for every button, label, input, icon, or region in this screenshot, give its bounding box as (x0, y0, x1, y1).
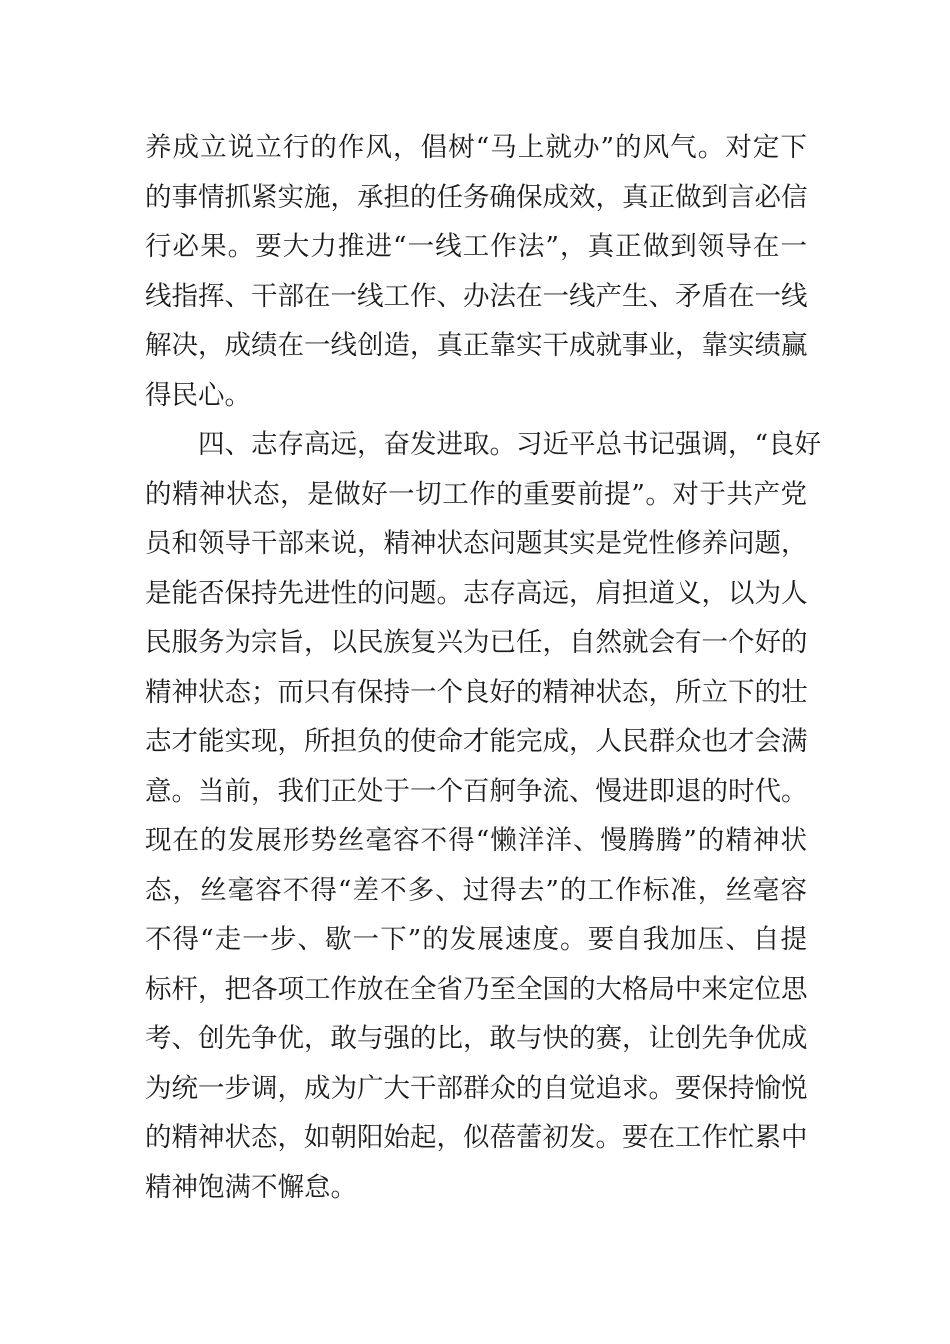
paragraph-1 (145, 123, 807, 420)
paragraph-line: 为统一步调，成为广大干部群众的自觉追求。要保持愉悦 (145, 1072, 808, 1104)
paragraph-line: 精神状态；而只有保持一个良好的精神状态，所立下的壮 (145, 676, 808, 708)
paragraph-line: 行必果。要大力推进“一线工作法”，真正做到领导在一 (145, 231, 807, 262)
paragraph-line: 意。当前，我们正处于一个百舸争流、慢进即退的时代。 (145, 775, 808, 807)
paragraph-line: 的事情抓紧实施，承担的任务确保成效，真正做到言必信 (145, 181, 808, 213)
paragraph-2 (145, 420, 822, 1212)
paragraph-line: 志才能实现，所担负的使命才能完成，人民群众也才会满 (145, 726, 808, 757)
paragraph-line: 解决，成绩在一线创造，真正靠实干成就事业，靠实绩赢 (145, 330, 808, 361)
paragraph-line: 员和领导干部来说，精神状态问题其实是党性修养问题， (145, 528, 808, 559)
paragraph-line: 是能否保持先进性的问题。志存高远，肩担道义，以为人 (145, 577, 808, 609)
paragraph-line: 考、创先争优，敢与强的比，敢与快的赛，让创先争优成 (145, 1023, 808, 1054)
paragraph-line: 态，丝毫容不得“差不多、过得去”的工作标准，丝毫容 (145, 874, 807, 906)
paragraph-line: 的精神状态，是做好一切工作的重要前提”。对于共产党 (145, 478, 807, 510)
paragraph-line: 线指挥、干部在一线工作、办法在一线产生、矛盾在一线 (145, 280, 808, 312)
paragraph-line: 的精神状态，如朝阳始起，似蓓蕾初发。要在工作忙累中 (145, 1122, 808, 1153)
paragraph-line: 标杆，把各项工作放在全省乃至全国的大格局中来定位思 (145, 973, 808, 1005)
paragraph-line: 精神饱满不懈怠。 (145, 1171, 357, 1203)
paragraph-line: 不得“走一步、歇一下”的发展速度。要自我加压、自提 (145, 924, 807, 955)
paragraph-line: 得民心。 (145, 379, 251, 411)
paragraph-line: 现在的发展形势丝毫容不得“懒洋洋、慢腾腾”的精神状 (145, 825, 807, 856)
body-text (145, 123, 822, 1212)
paragraph-line: 四、志存高远，奋发进取。习近平总书记强调，“良好 (145, 429, 822, 460)
paragraph-line: 民服务为宗旨，以民族复兴为已任，自然就会有一个好的 (145, 627, 808, 658)
paragraph-line: 养成立说立行的作风，倡树“马上就办”的风气。对定下 (145, 132, 807, 163)
